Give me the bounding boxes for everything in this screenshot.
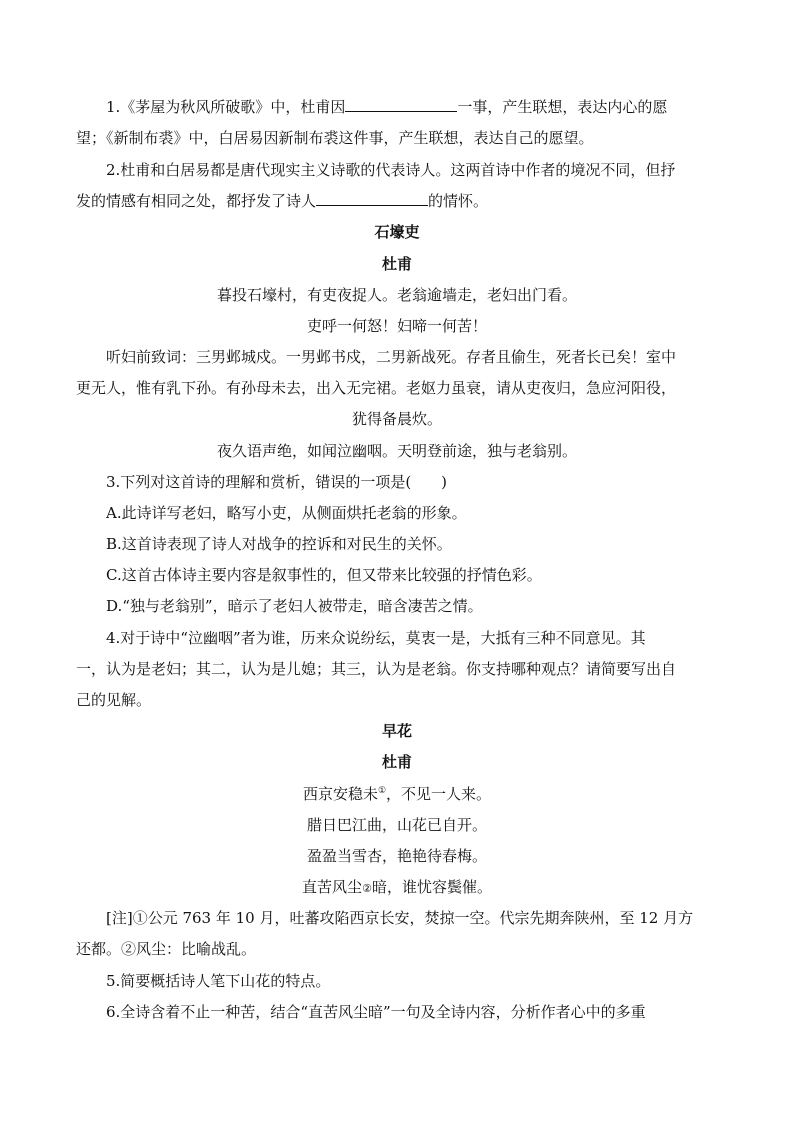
- poem-1-title: 石壕吏: [374, 223, 420, 241]
- question-6-line-1: 6.全诗含着不止一种苦，结合“直苦风尘暗”一句及全诗内容，分析作者心中的多重: [106, 1003, 646, 1021]
- question-3-option-b: B.这首诗表现了诗人对战争的控诉和对民生的关怀。: [106, 535, 452, 553]
- question-4-line-2: 一，认为是老妇；其二，认为是儿媳；其三，认为是老翁。你支持哪种观点？请简要写出自: [76, 660, 677, 678]
- poem-2-line-1: 西京安稳未①，不见一人来。: [302, 785, 492, 803]
- poem-1-line-4: 更无人，惟有乳下孙。有孙母未去，出入无完裙。老妪力虽衰，请从吏夜归，急应河阳役，: [76, 379, 677, 397]
- footnote-marker-2: ②: [362, 882, 372, 895]
- question-1-line-2: 望；《新制布裘》中，白居易因新制布裘这件事，产生联想，表达自己的愿望。: [76, 129, 594, 147]
- poem-1-line-2: 吏呼一何怒！妇啼一何苦！: [306, 317, 487, 335]
- footnote-marker-1: ①: [377, 786, 387, 796]
- poem-2-line-3: 盈盈当雪杏，艳艳待春梅。: [306, 847, 487, 865]
- poem-1-line-6: 夜久语声绝，如闻泣幽咽。天明登前途，独与老翁别。: [216, 442, 577, 460]
- question-5: 5.简要概括诗人笔下山花的特点。: [106, 972, 331, 990]
- answer-blank-1[interactable]: [345, 97, 457, 112]
- poem-1-author: 杜甫: [381, 255, 412, 273]
- question-3-option-d: D.“独与老翁别”，暗示了老妇人被带走，暗含凄苦之情。: [106, 597, 483, 615]
- poem-1-line-3: 听妇前致词：三男邺城戍。一男邺书戍，二男新战死。存者且偷生，死者长已矣！室中: [106, 348, 677, 366]
- question-4-line-3: 己的见解。: [76, 691, 152, 709]
- answer-blank-2[interactable]: [316, 191, 428, 206]
- poem-2-author: 杜甫: [381, 753, 412, 771]
- poem-2-note-line-2: 还都。②风尘：比喻战乱。: [76, 940, 257, 958]
- question-3-option-a: A.此诗详写老妇，略写小吏，从侧面烘托老翁的形象。: [106, 504, 467, 522]
- poem-1-line-5: 犹得备晨炊。: [351, 410, 442, 428]
- poem-2-title: 早花: [381, 722, 412, 740]
- question-2-line-1: 2.杜甫和白居易都是唐代现实主义诗歌的代表诗人。这两首诗中作者的境况不同，但抒: [106, 161, 676, 179]
- poem-2-line-2: 腊日巴江曲，山花已自开。: [306, 816, 487, 834]
- question-4-line-1: 4.对于诗中“泣幽咽”者为谁，历来众说纷纭，莫衷一是，大抵有三种不同意见。其: [106, 629, 646, 647]
- poem-1-line-1: 暮投石壕村，有吏夜捉人。老翁逾墙走，老妇出门看。: [216, 286, 577, 304]
- poem-2-line-4: 直苦风尘②暗，谁忧容鬓催。: [302, 878, 492, 896]
- question-3-stem: 3.下列对这首诗的理解和赏析，错误的一项是( ): [106, 473, 448, 491]
- poem-2-note-line-1: [注]①公元 763 年 10 月，吐蕃攻陷西京长安，焚掠一空。代宗先期奔陕州，至 12 月方: [106, 909, 694, 927]
- question-2-line-2: 发的情感有相同之处，都抒发了诗人 的情怀。: [76, 192, 489, 210]
- question-3-option-c: C.这首古体诗主要内容是叙事性的，但又带来比较强的抒情色彩。: [106, 566, 542, 584]
- question-1-line-1: 1.《茅屋为秋风所破歌》中，杜甫因 一事，产生联想，表达内心的愿: [106, 98, 668, 116]
